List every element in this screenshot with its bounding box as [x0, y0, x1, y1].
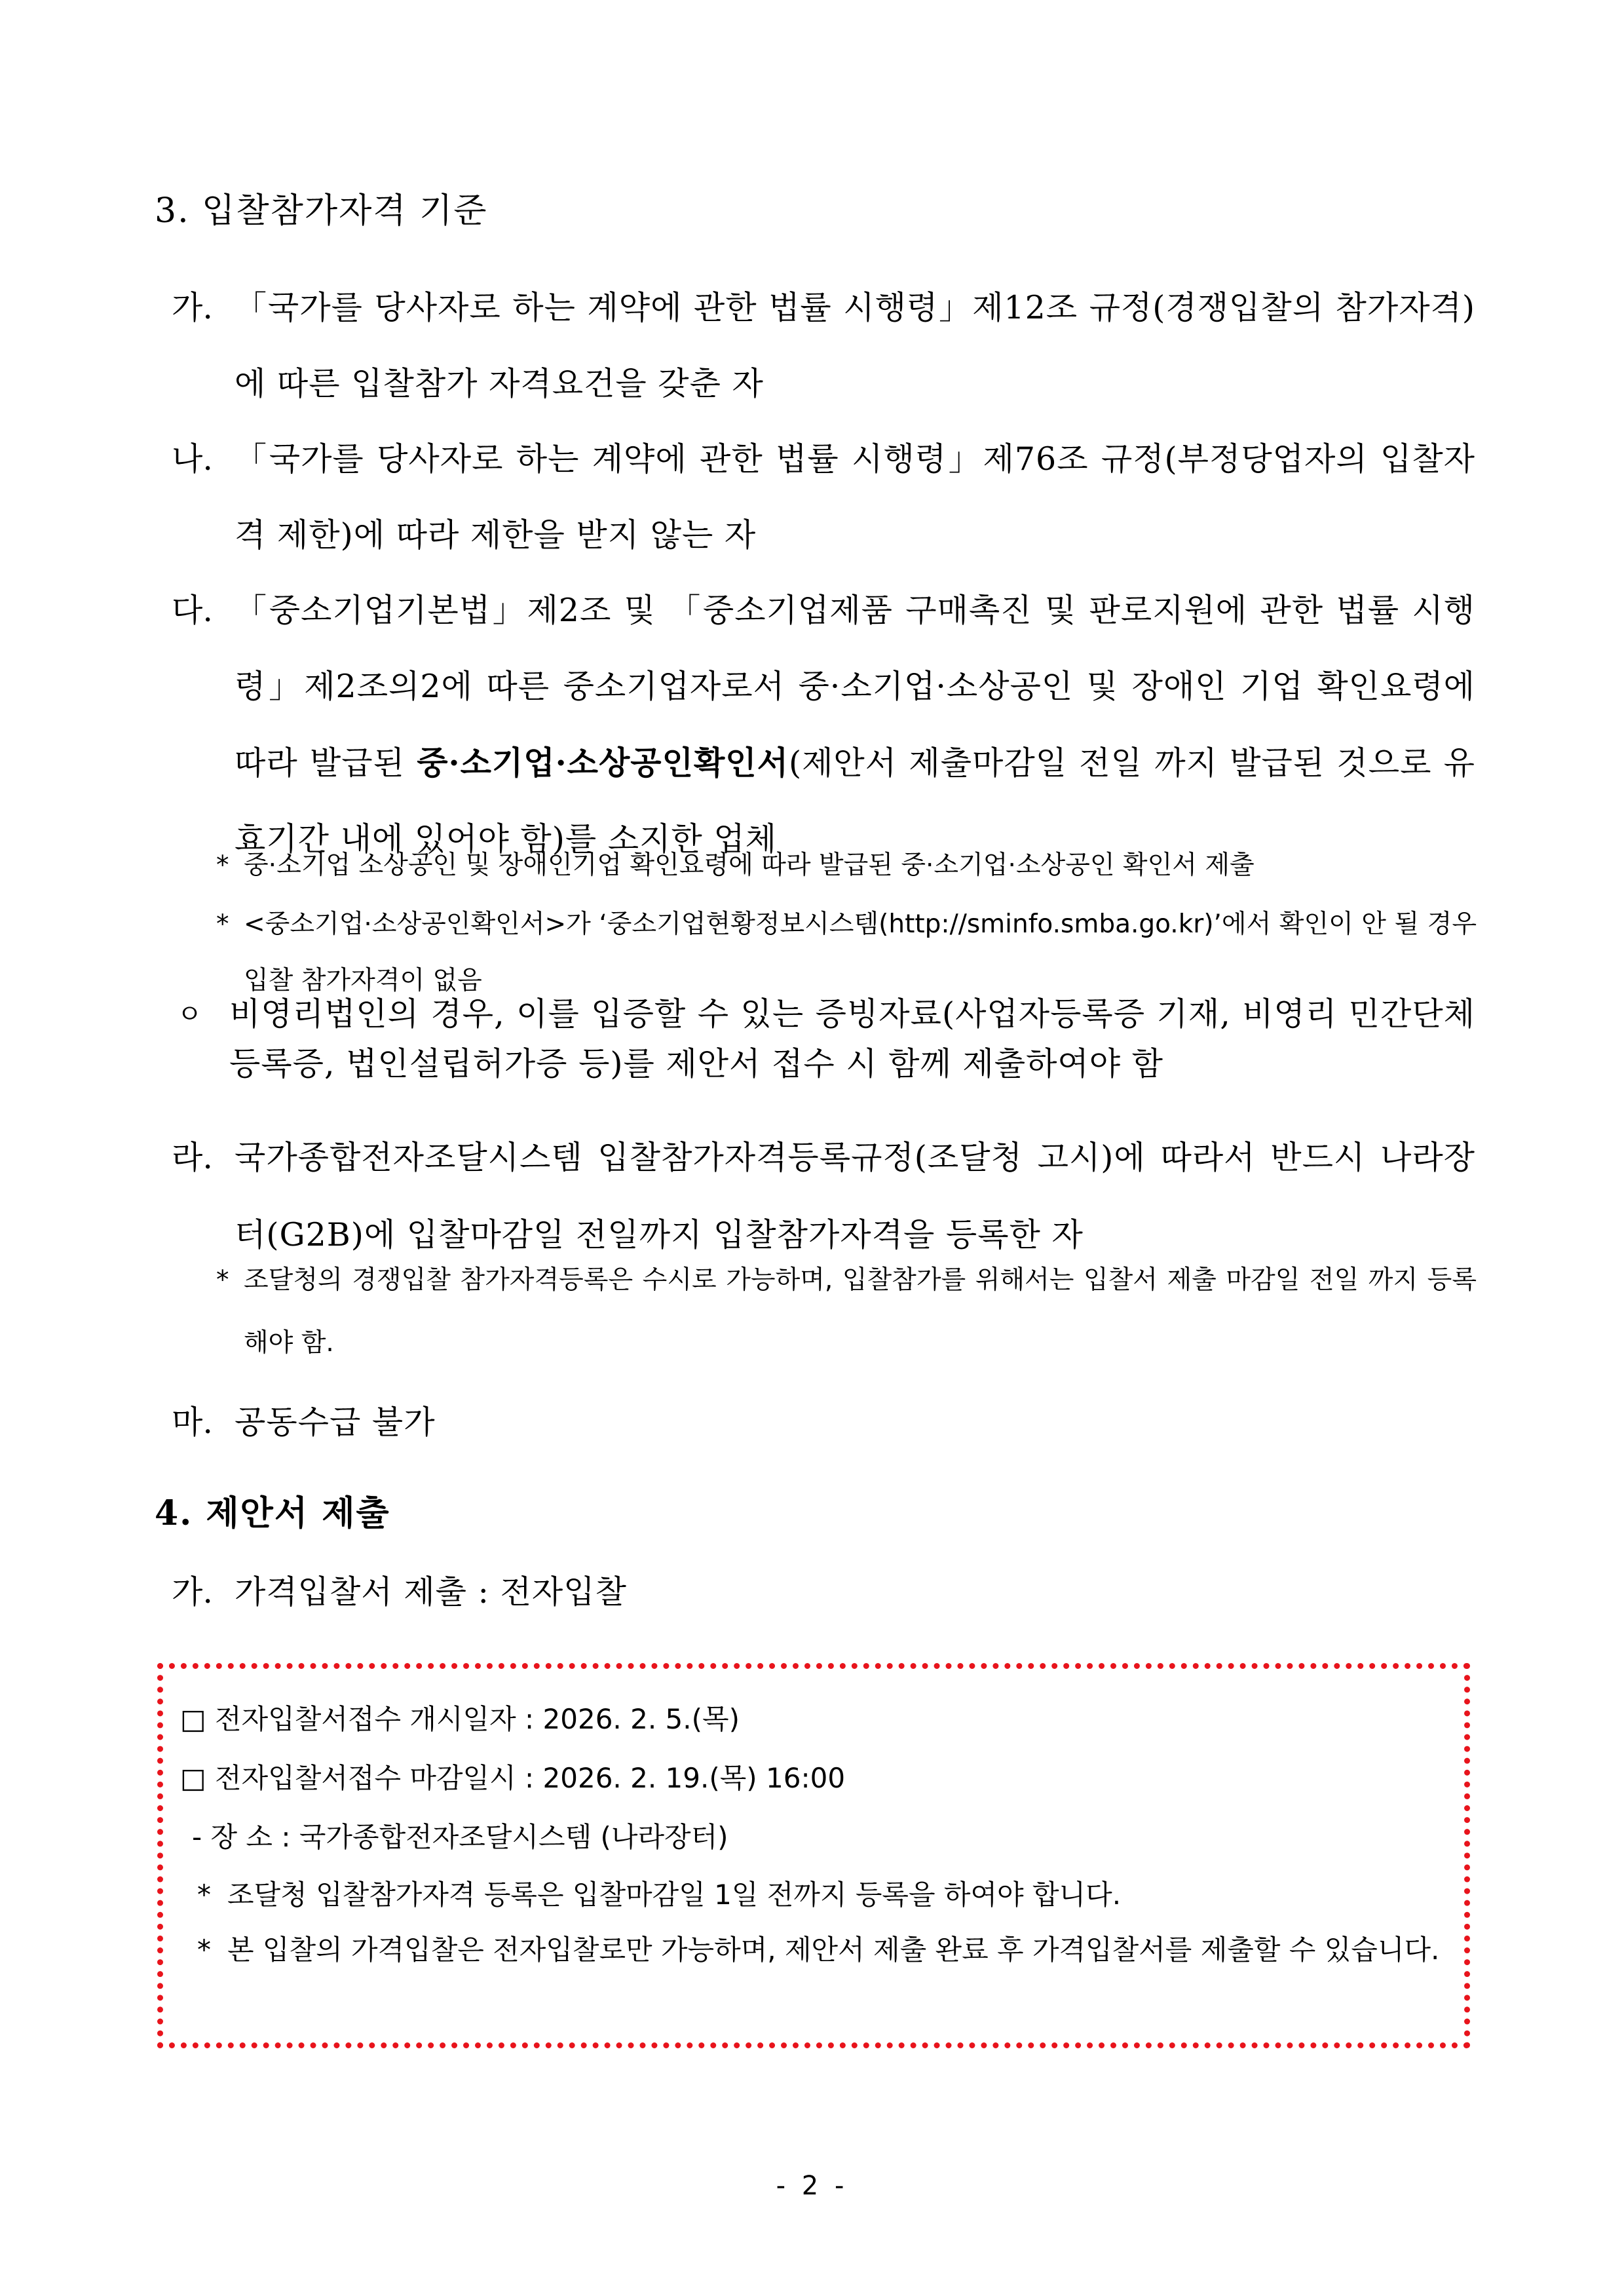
note-marker: * — [216, 909, 229, 939]
item-text: 「국가를 당사자로 하는 계약에 관한 법률 시행령」제76조 규정(부정당업자의 입찰자격 제한)에 따라 제한을 받지 않는 자 — [235, 440, 1475, 554]
note-marker: * — [216, 1265, 229, 1295]
section-4-item-ga — [172, 1554, 1475, 1630]
notice-note-1 — [197, 1872, 1448, 1918]
item-text: 국가종합전자조달시스템 입찰참가자격등록규정(조달청 고시)에 따라서 반드시 나라장터(G2B)에 입찰마감일 전일까지 입찰참가자격을 등록한 자 — [235, 1139, 1475, 1253]
section-3-item-ma — [172, 1385, 1475, 1461]
section-3-item-da — [172, 573, 1475, 877]
section-3-item-da-note-1 — [216, 837, 1477, 894]
checkbox-icon: □ — [180, 1762, 206, 1794]
notice-note-2 — [197, 1927, 1448, 1973]
item-text: 비영리법인의 경우, 이를 입증할 수 있는 증빙자료(사업자등록증 기재, 비영리 민간단체등록증, 법인설립허가증 등)를 제안서 접수 시 함께 제출하여야 함 — [229, 995, 1475, 1082]
notice-close-date-text: 전자입찰서접수 마감일시 : 2026. 2. 19.(목) 16:00 — [215, 1762, 846, 1794]
notice-open-date-text: 전자입찰서접수 개시일자 : 2026. 2. 5.(목) — [215, 1703, 740, 1735]
item-label: 라. — [172, 1139, 213, 1176]
note-marker: * — [197, 1934, 211, 1966]
section-3-item-ga — [172, 270, 1475, 422]
item-label: 가. — [172, 1573, 213, 1611]
item-label: 다. — [172, 592, 213, 629]
section-3-item-na — [172, 421, 1475, 573]
notice-place: - 장 소 : 국가종합전자조달시스템 (나라장터) — [192, 1821, 728, 1853]
note-marker: * — [216, 851, 229, 880]
item-label: 가. — [172, 289, 213, 326]
item-text-after: (제안서 제출마감일 전일 까지 발급된 것으로 유효기간 내에 있어야 함)를 소지한 업체 — [235, 744, 1475, 858]
item-text-before: 「중소기업기본법」제2조 및 「중소기업제품 구매촉진 및 판로지원에 관한 법률 시행령」제2조의2에 따른 중소기업자로서 중·소기업·소상공인 및 장애인 기업 확인요령에 따라 발급된 — [235, 592, 1475, 782]
note-marker: * — [197, 1879, 211, 1911]
section-3-heading: 3. 입찰참가자격 기준 — [155, 191, 488, 231]
notice-close-date — [180, 1757, 845, 1800]
item-text: 「국가를 당사자로 하는 계약에 관한 법률 시행령」제12조 규정(경쟁입찰의 참가자격)에 따른 입찰참가 자격요건을 갖춘 자 — [235, 289, 1475, 402]
section-3-item-nonprofit — [177, 989, 1475, 1089]
item-text-bold: 중·소기업·소상공인확인서 — [417, 744, 789, 782]
note-text: 조달청의 경쟁입찰 참가자격등록은 수시로 가능하며, 입찰참가를 위해서는 입찰서 제출 마감일 전일 까지 등록 해야 함. — [244, 1265, 1477, 1358]
note-text: 본 입찰의 가격입찰은 전자입찰로만 가능하며, 제안서 제출 완료 후 가격입찰서를 제출할 수 있습니다. — [227, 1934, 1440, 1966]
item-text: 가격입찰서 제출 : 전자입찰 — [235, 1573, 627, 1611]
note-text: 조달청 입찰참가자격 등록은 입찰마감일 1일 전까지 등록을 하여야 합니다. — [227, 1879, 1122, 1911]
notice-box — [157, 1663, 1470, 2048]
notice-open-date — [180, 1698, 740, 1741]
item-label: 마. — [172, 1404, 213, 1441]
checkbox-icon: □ — [180, 1703, 206, 1735]
note-text: 중·소기업 소상공인 및 장애인기업 확인요령에 따라 발급된 중·소기업·소상공인 확인서 제출 — [244, 851, 1255, 880]
note-text: <중소기업·소상공인확인서>가 ‘중소기업현황정보시스템(http://sminfo.smba.go.kr)’에서 확인이 안 될 경우 입찰 참가자격이 없음 — [244, 909, 1477, 995]
section-4-heading: 4. 제안서 제출 — [155, 1493, 390, 1533]
item-text: 공동수급 불가 — [235, 1404, 436, 1441]
item-text — [235, 573, 1475, 877]
item-label: ㅇ — [177, 999, 202, 1029]
item-label: 나. — [172, 440, 213, 478]
page-number: - 2 - — [776, 2171, 848, 2201]
section-3-item-ra-note — [216, 1249, 1477, 1375]
